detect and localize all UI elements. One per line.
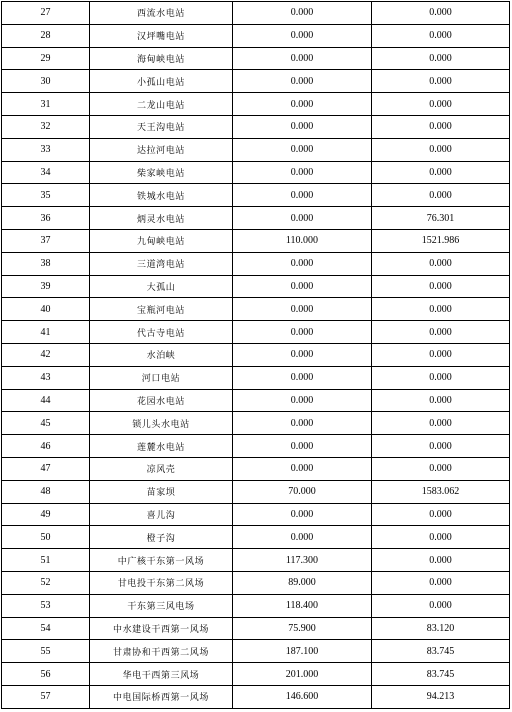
row-number-cell: 48 — [2, 480, 90, 503]
value-2-cell: 0.000 — [372, 457, 510, 480]
value-1-cell: 70.000 — [233, 480, 372, 503]
value-1-cell: 75.900 — [233, 617, 372, 640]
value-2-cell: 1521.986 — [372, 229, 510, 252]
value-1-cell: 0.000 — [233, 161, 372, 184]
value-2-cell: 83.745 — [372, 640, 510, 663]
row-number-cell: 51 — [2, 549, 90, 572]
station-name-cell: 水泊峡 — [90, 343, 233, 366]
value-1-cell: 110.000 — [233, 229, 372, 252]
value-2-cell: 0.000 — [372, 435, 510, 458]
value-1-cell: 0.000 — [233, 412, 372, 435]
station-table-sheet — [1, 1, 509, 709]
station-name-cell: 铁城水电站 — [90, 184, 233, 207]
row-number-cell: 32 — [2, 115, 90, 138]
table-row — [2, 640, 510, 663]
station-name-cell: 小孤山电站 — [90, 70, 233, 93]
table-row — [2, 229, 510, 252]
value-2-cell: 0.000 — [372, 115, 510, 138]
value-2-cell: 0.000 — [372, 503, 510, 526]
table-row — [2, 343, 510, 366]
station-name-cell: 柴家峡电站 — [90, 161, 233, 184]
row-number-cell: 44 — [2, 389, 90, 412]
table-row — [2, 457, 510, 480]
station-name-cell: 苗家坝 — [90, 480, 233, 503]
station-name-cell: 甘肃协和干西第二风场 — [90, 640, 233, 663]
row-number-cell: 54 — [2, 617, 90, 640]
value-1-cell: 0.000 — [233, 457, 372, 480]
table-row — [2, 47, 510, 70]
value-1-cell: 0.000 — [233, 70, 372, 93]
table-row — [2, 480, 510, 503]
row-number-cell: 35 — [2, 184, 90, 207]
value-1-cell: 0.000 — [233, 93, 372, 116]
value-1-cell: 0.000 — [233, 298, 372, 321]
station-name-cell: 二龙山电站 — [90, 93, 233, 116]
table-row — [2, 685, 510, 708]
row-number-cell: 43 — [2, 366, 90, 389]
row-number-cell: 33 — [2, 138, 90, 161]
value-1-cell: 0.000 — [233, 207, 372, 230]
table-row — [2, 70, 510, 93]
value-2-cell: 0.000 — [372, 93, 510, 116]
value-2-cell: 0.000 — [372, 184, 510, 207]
station-name-cell: 中广核干东第一风场 — [90, 549, 233, 572]
value-2-cell: 83.745 — [372, 663, 510, 686]
station-name-cell: 代古寺电站 — [90, 321, 233, 344]
table-row — [2, 571, 510, 594]
value-2-cell: 0.000 — [372, 275, 510, 298]
row-number-cell: 36 — [2, 207, 90, 230]
value-1-cell: 0.000 — [233, 503, 372, 526]
value-1-cell: 187.100 — [233, 640, 372, 663]
value-2-cell: 1583.062 — [372, 480, 510, 503]
value-1-cell: 89.000 — [233, 571, 372, 594]
station-name-cell: 干东第三风电场 — [90, 594, 233, 617]
value-2-cell: 0.000 — [372, 2, 510, 25]
row-number-cell: 40 — [2, 298, 90, 321]
station-name-cell: 海甸峡电站 — [90, 47, 233, 70]
value-1-cell: 117.300 — [233, 549, 372, 572]
row-number-cell: 45 — [2, 412, 90, 435]
station-name-cell: 天王沟电站 — [90, 115, 233, 138]
row-number-cell: 47 — [2, 457, 90, 480]
value-2-cell: 0.000 — [372, 70, 510, 93]
table-row — [2, 138, 510, 161]
value-1-cell: 0.000 — [233, 2, 372, 25]
table-row — [2, 184, 510, 207]
value-1-cell: 0.000 — [233, 526, 372, 549]
row-number-cell: 38 — [2, 252, 90, 275]
station-name-cell: 华电干西第三风场 — [90, 663, 233, 686]
value-1-cell: 0.000 — [233, 138, 372, 161]
table-row — [2, 526, 510, 549]
station-name-cell: 中水建设干西第一风场 — [90, 617, 233, 640]
row-number-cell: 29 — [2, 47, 90, 70]
table-row — [2, 161, 510, 184]
table-row — [2, 617, 510, 640]
station-name-cell: 莲麓水电站 — [90, 435, 233, 458]
row-number-cell: 41 — [2, 321, 90, 344]
value-1-cell: 0.000 — [233, 252, 372, 275]
station-name-cell: 中电国际桥西第一风场 — [90, 685, 233, 708]
row-number-cell: 30 — [2, 70, 90, 93]
table-row — [2, 321, 510, 344]
value-1-cell: 0.000 — [233, 435, 372, 458]
row-number-cell: 27 — [2, 2, 90, 25]
value-2-cell: 0.000 — [372, 571, 510, 594]
station-name-cell: 花园水电站 — [90, 389, 233, 412]
value-1-cell: 201.000 — [233, 663, 372, 686]
station-name-cell: 炳灵水电站 — [90, 207, 233, 230]
row-number-cell: 42 — [2, 343, 90, 366]
table-row — [2, 594, 510, 617]
value-2-cell: 0.000 — [372, 252, 510, 275]
table-row — [2, 412, 510, 435]
value-2-cell: 0.000 — [372, 161, 510, 184]
station-name-cell: 甘电投干东第二风场 — [90, 571, 233, 594]
row-number-cell: 39 — [2, 275, 90, 298]
table-row — [2, 207, 510, 230]
value-1-cell: 0.000 — [233, 184, 372, 207]
value-1-cell: 0.000 — [233, 343, 372, 366]
station-name-cell: 达拉河电站 — [90, 138, 233, 161]
station-name-cell: 三道湾电站 — [90, 252, 233, 275]
value-2-cell: 0.000 — [372, 24, 510, 47]
table-row — [2, 93, 510, 116]
row-number-cell: 53 — [2, 594, 90, 617]
table-row — [2, 24, 510, 47]
table-row — [2, 389, 510, 412]
value-2-cell: 0.000 — [372, 389, 510, 412]
table-row — [2, 435, 510, 458]
row-number-cell: 50 — [2, 526, 90, 549]
table-row — [2, 298, 510, 321]
table-row — [2, 115, 510, 138]
row-number-cell: 34 — [2, 161, 90, 184]
value-2-cell: 83.120 — [372, 617, 510, 640]
station-name-cell: 汉坪嘴电站 — [90, 24, 233, 47]
row-number-cell: 56 — [2, 663, 90, 686]
value-1-cell: 146.600 — [233, 685, 372, 708]
station-name-cell: 西流水电站 — [90, 2, 233, 25]
station-name-cell: 大孤山 — [90, 275, 233, 298]
station-table — [1, 1, 510, 709]
value-2-cell: 94.213 — [372, 685, 510, 708]
station-name-cell: 锁儿头水电站 — [90, 412, 233, 435]
row-number-cell: 28 — [2, 24, 90, 47]
table-row — [2, 549, 510, 572]
station-name-cell: 河口电站 — [90, 366, 233, 389]
value-2-cell: 0.000 — [372, 321, 510, 344]
row-number-cell: 49 — [2, 503, 90, 526]
table-row — [2, 2, 510, 25]
table-body — [2, 2, 510, 709]
table-row — [2, 252, 510, 275]
row-number-cell: 46 — [2, 435, 90, 458]
value-1-cell: 118.400 — [233, 594, 372, 617]
station-name-cell: 宝瓶河电站 — [90, 298, 233, 321]
table-row — [2, 366, 510, 389]
value-1-cell: 0.000 — [233, 321, 372, 344]
station-name-cell: 橙子沟 — [90, 526, 233, 549]
value-1-cell: 0.000 — [233, 24, 372, 47]
value-2-cell: 0.000 — [372, 412, 510, 435]
value-1-cell: 0.000 — [233, 275, 372, 298]
row-number-cell: 55 — [2, 640, 90, 663]
table-row — [2, 663, 510, 686]
value-2-cell: 0.000 — [372, 138, 510, 161]
value-1-cell: 0.000 — [233, 47, 372, 70]
value-2-cell: 0.000 — [372, 343, 510, 366]
value-2-cell: 0.000 — [372, 526, 510, 549]
value-2-cell: 0.000 — [372, 366, 510, 389]
value-2-cell: 76.301 — [372, 207, 510, 230]
station-name-cell: 九甸峡电站 — [90, 229, 233, 252]
row-number-cell: 57 — [2, 685, 90, 708]
station-name-cell: 凉风壳 — [90, 457, 233, 480]
value-1-cell: 0.000 — [233, 366, 372, 389]
value-2-cell: 0.000 — [372, 594, 510, 617]
value-2-cell: 0.000 — [372, 47, 510, 70]
row-number-cell: 52 — [2, 571, 90, 594]
value-2-cell: 0.000 — [372, 549, 510, 572]
row-number-cell: 31 — [2, 93, 90, 116]
table-row — [2, 275, 510, 298]
table-row — [2, 503, 510, 526]
value-1-cell: 0.000 — [233, 115, 372, 138]
value-1-cell: 0.000 — [233, 389, 372, 412]
station-name-cell: 喜儿沟 — [90, 503, 233, 526]
value-2-cell: 0.000 — [372, 298, 510, 321]
row-number-cell: 37 — [2, 229, 90, 252]
